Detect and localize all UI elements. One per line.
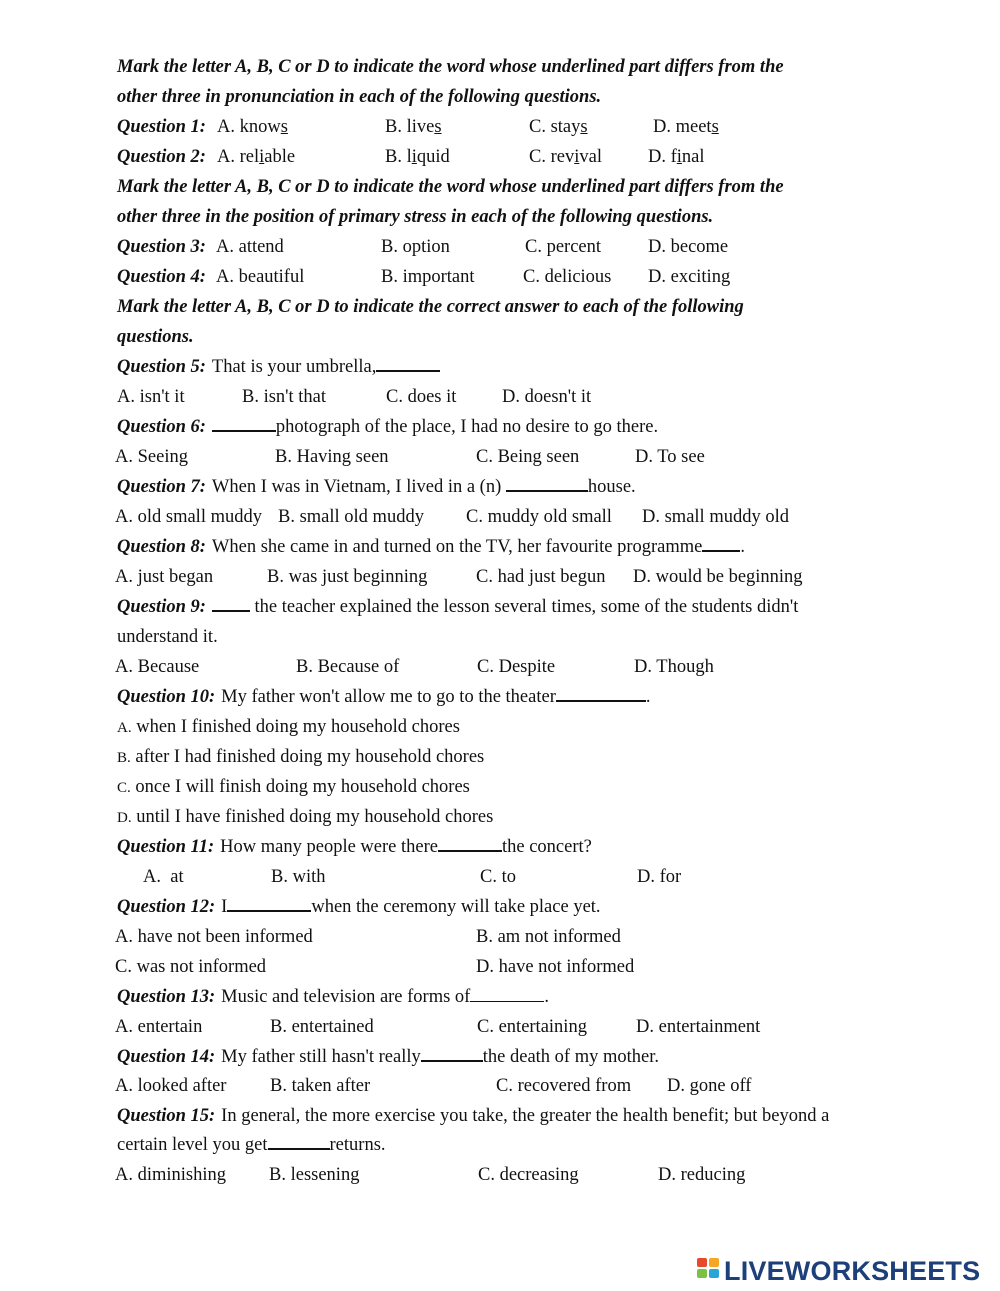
question-11 [117, 832, 592, 862]
question-7-text-after: house. [587, 477, 636, 497]
instruction-correct-line1: Mark the letter A, B, C or D to indicate the correct answer to each of the following [117, 297, 744, 317]
question-5 [117, 352, 440, 382]
logo-text: LIVEWORKSHEETS [724, 1255, 981, 1286]
question-7-options [115, 502, 835, 532]
question-11-option-b[interactable]: B. with [271, 867, 326, 887]
question-15 [117, 1101, 829, 1131]
question-13 [117, 982, 549, 1012]
question-3 [117, 232, 729, 262]
question-3-option-d[interactable]: D. become [648, 237, 729, 257]
question-14-option-c[interactable]: C. recovered from [496, 1076, 632, 1096]
question-8 [117, 532, 745, 562]
question-6 [117, 412, 658, 442]
question-9-option-a[interactable]: A. Because [115, 657, 200, 677]
question-14 [117, 1042, 659, 1072]
question-5-options [117, 382, 717, 412]
question-6-option-a[interactable]: A. Seeing [115, 447, 188, 467]
question-13-option-b[interactable]: B. entertained [270, 1017, 374, 1037]
question-12-options-row1 [115, 922, 715, 952]
question-5-text: That is your umbrella, [211, 357, 377, 377]
question-2-label: Question 2: [117, 147, 206, 167]
question-14-option-d[interactable]: D. gone off [667, 1076, 752, 1096]
question-6-text: photograph of the place, I had no desire to go there. [275, 417, 659, 437]
question-2-option-d[interactable]: D. final [648, 147, 705, 167]
question-4-option-d[interactable]: D. exciting [648, 267, 731, 287]
logo-square-4 [709, 1269, 719, 1278]
question-15-option-d[interactable]: D. reducing [658, 1165, 746, 1185]
question-11-label: Question 11: [117, 837, 215, 857]
question-8-blank[interactable] [702, 533, 740, 552]
question-15-line2-before: certain level you get [117, 1135, 268, 1155]
question-1-option-b[interactable]: B. lives [385, 117, 442, 137]
question-13-option-c[interactable]: C. entertaining [477, 1017, 587, 1037]
question-9-option-b[interactable]: B. Because of [296, 657, 400, 677]
instruction-pronunciation-line2: other three in pronunciation in each of the following questions. [117, 87, 602, 107]
question-5-label: Question 5: [117, 357, 206, 377]
question-3-label: Question 3: [117, 237, 206, 257]
question-4-label: Question 4: [117, 267, 206, 287]
question-10-option-c[interactable]: C. once I will finish doing my household chores [117, 777, 470, 797]
question-9 [117, 592, 798, 622]
question-7-option-a[interactable]: A. old small muddy [115, 507, 262, 527]
question-10-text-after: . [645, 687, 651, 707]
question-7-text-before: When I was in Vietnam, I lived in a (n) [211, 477, 502, 497]
question-11-options [143, 862, 743, 892]
question-7-option-c[interactable]: C. muddy old small [466, 507, 612, 527]
question-7-option-b[interactable]: B. small old muddy [278, 507, 424, 527]
question-15-option-c[interactable]: C. decreasing [478, 1165, 579, 1185]
question-14-text-after: the death of my mother. [482, 1047, 659, 1067]
question-11-blank[interactable] [438, 833, 502, 852]
question-12 [117, 892, 601, 922]
question-7 [117, 472, 636, 502]
question-9-text-line2: understand it. [117, 627, 218, 647]
question-12-text-before: I [221, 897, 228, 917]
question-6-option-d[interactable]: D. To see [635, 447, 705, 467]
question-14-options [115, 1071, 815, 1101]
question-11-option-d[interactable]: D. for [637, 867, 682, 887]
question-4-option-b[interactable]: B. important [381, 267, 475, 287]
logo-square-2 [709, 1258, 719, 1267]
question-10-option-a[interactable]: A. when I finished doing my household chores [117, 717, 460, 737]
question-15-text-before: In general, the more exercise you take, the greater the health benefit; but beyond a [221, 1106, 830, 1126]
question-15-label: Question 15: [117, 1106, 216, 1126]
question-8-option-b[interactable]: B. was just beginning [267, 567, 428, 587]
question-9-options [115, 652, 815, 682]
question-13-options [115, 1012, 815, 1042]
question-3-option-b[interactable]: B. option [381, 237, 450, 257]
question-11-option-c[interactable]: C. to [480, 867, 516, 887]
question-10-text-before: My father won't allow me to go to the theater [221, 687, 556, 707]
liveworksheets-logo [697, 1254, 980, 1288]
question-14-label: Question 14: [117, 1047, 216, 1067]
logo-mark-icon [697, 1256, 721, 1286]
question-10 [117, 682, 651, 712]
question-8-option-c[interactable]: C. had just begun [476, 567, 606, 587]
question-12-blank[interactable] [227, 893, 311, 912]
question-5-blank[interactable] [376, 353, 440, 372]
question-10-option-b[interactable]: B. after I had finished doing my household chores [117, 747, 485, 767]
question-2-option-b[interactable]: B. liquid [385, 147, 450, 167]
question-8-text-before: When she came in and turned on the TV, her favourite programme [211, 537, 703, 557]
question-4-option-c[interactable]: C. delicious [523, 267, 612, 287]
question-6-option-c[interactable]: C. Being seen [476, 447, 580, 467]
question-1-option-d[interactable]: D. meets [653, 117, 719, 137]
question-15-blank[interactable] [268, 1131, 330, 1150]
question-2-option-a[interactable]: A. reliable [217, 147, 296, 167]
question-13-option-d[interactable]: D. entertainment [636, 1017, 761, 1037]
logo-square-1 [697, 1258, 707, 1267]
question-9-option-c[interactable]: C. Despite [477, 657, 556, 677]
question-15-options [115, 1160, 815, 1190]
question-14-text-before: My father still hasn't really [221, 1047, 421, 1067]
question-12-option-d[interactable]: D. have not informed [476, 957, 635, 977]
question-1-label: Question 1: [117, 117, 206, 137]
question-15-option-a[interactable]: A. diminishing [115, 1165, 227, 1185]
question-1-option-a[interactable]: A. knows [217, 117, 288, 137]
question-8-option-d[interactable]: D. would be beginning [633, 567, 803, 587]
question-6-option-b[interactable]: B. Having seen [275, 447, 389, 467]
question-10-blank[interactable] [556, 683, 646, 702]
question-13-text-before: Music and television are forms of [221, 987, 471, 1007]
instruction-stress-line1: Mark the letter A, B, C or D to indicate the word whose underlined part differs from the [117, 177, 784, 197]
question-12-option-c[interactable]: C. was not informed [115, 957, 267, 977]
question-8-text-after: . [740, 537, 745, 557]
question-8-label: Question 8: [117, 537, 206, 557]
question-8-option-a[interactable]: A. just began [115, 567, 214, 587]
question-2 [117, 142, 705, 172]
question-2-option-c[interactable]: C. revival [529, 147, 602, 167]
question-9-label: Question 9: [117, 597, 206, 617]
question-7-label: Question 7: [117, 477, 206, 497]
question-14-blank[interactable] [421, 1043, 483, 1062]
logo-square-3 [697, 1269, 707, 1278]
question-9-blank[interactable] [212, 593, 250, 612]
question-5-option-b[interactable]: B. isn't that [242, 387, 327, 407]
question-10-label: Question 10: [117, 687, 216, 707]
question-9-option-d[interactable]: D. Though [634, 657, 714, 677]
question-7-blank[interactable] [506, 473, 588, 492]
question-13-option-a[interactable]: A. entertain [115, 1017, 203, 1037]
instruction-pronunciation-line1: Mark the letter A, B, C or D to indicate the word whose underlined part differs from the [117, 57, 784, 77]
instruction-stress-line2: other three in the position of primary stress in each of the following questions. [117, 207, 714, 227]
question-14-option-a[interactable]: A. looked after [115, 1076, 227, 1096]
question-15-line2-after: returns. [329, 1135, 386, 1155]
question-10-option-d[interactable]: D. until I have finished doing my household chores [117, 807, 494, 827]
question-13-text-after: . [544, 987, 549, 1007]
instruction-correct-line2: questions. [117, 327, 194, 347]
question-4-option-a[interactable]: A. beautiful [216, 267, 305, 287]
question-15-line2 [117, 1130, 386, 1160]
question-11-option-a[interactable]: A. at [143, 867, 184, 887]
question-15-option-b[interactable]: B. lessening [269, 1165, 360, 1185]
question-3-option-c[interactable]: C. percent [525, 237, 602, 257]
question-11-text-after: the concert? [501, 837, 592, 857]
question-11-text-before: How many people were there [220, 837, 438, 857]
question-9-text: the teacher explained the lesson several times, some of the students didn't [254, 597, 799, 617]
question-1 [117, 112, 719, 142]
question-6-blank[interactable] [212, 413, 276, 432]
question-14-option-b[interactable]: B. taken after [270, 1076, 371, 1096]
question-5-option-c[interactable]: C. does it [386, 387, 457, 407]
question-12-option-a[interactable]: A. have not been informed [115, 927, 313, 947]
question-7-option-d[interactable]: D. small muddy old [642, 507, 789, 527]
question-6-options [115, 442, 815, 472]
question-5-option-a[interactable]: A. isn't it [117, 387, 185, 407]
question-12-text-after: when the ceremony will take place yet. [311, 897, 601, 917]
question-12-label: Question 12: [117, 897, 216, 917]
question-3-option-a[interactable]: A. attend [216, 237, 284, 257]
question-1-option-c[interactable]: C. stays [529, 117, 588, 137]
question-4 [117, 262, 731, 292]
question-12-options-row2 [115, 952, 715, 982]
question-6-label: Question 6: [117, 417, 206, 437]
question-12-option-b[interactable]: B. am not informed [476, 927, 621, 947]
question-13-blank[interactable] [470, 984, 544, 1002]
question-13-label: Question 13: [117, 987, 216, 1007]
question-8-options [115, 562, 835, 592]
question-5-option-d[interactable]: D. doesn't it [502, 387, 592, 407]
